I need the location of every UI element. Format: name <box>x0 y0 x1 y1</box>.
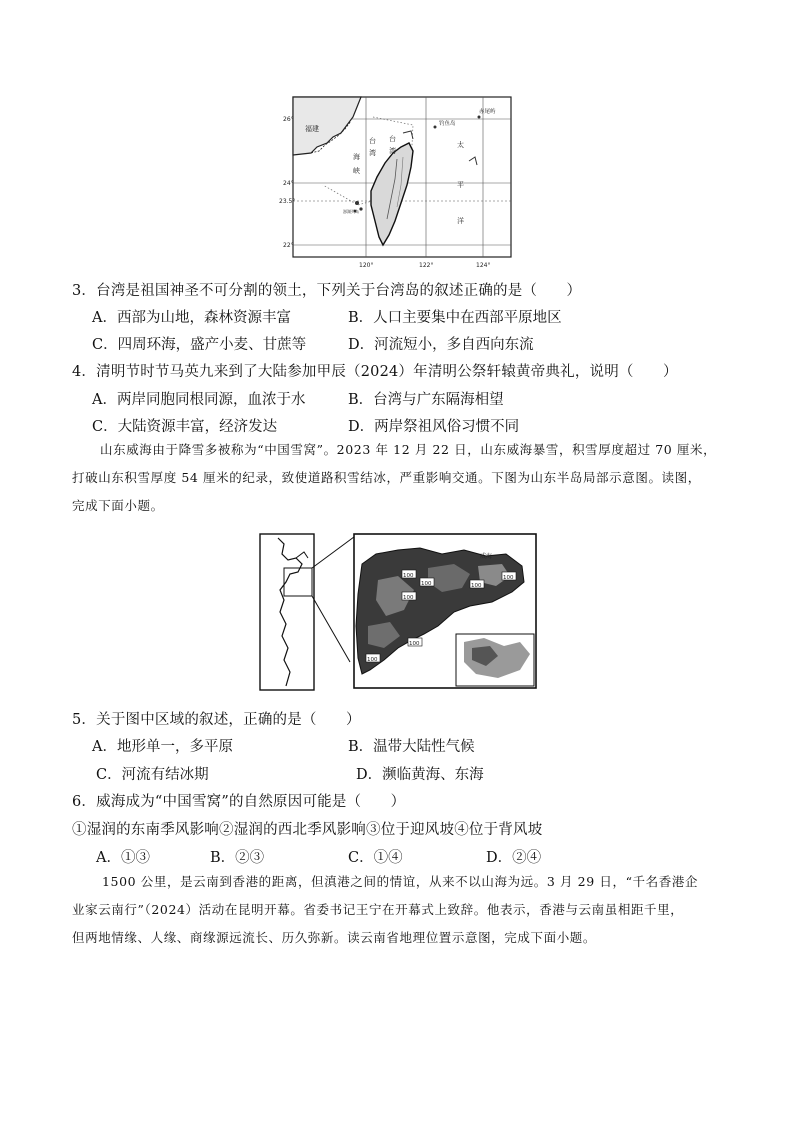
q6-option-d: D．②④ <box>486 850 542 866</box>
place-label: 福建 <box>305 125 319 133</box>
q6-stem: 6．威海成为“中国雪窝”的自然原因可能是（ ） <box>72 794 406 810</box>
passage-line: 山东威海由于降雪多被称为“中国雪窝”。2023 年 12 月 22 日，山东威海暴雪，积雪厚度超过 70 厘米， <box>100 442 717 457</box>
q6-option-a: A．①③ <box>96 850 150 866</box>
passage-line: 但两地情缘、人缘、商缘源远流长、历久弥新。读云南省地理位置示意图，完成下面小题。 <box>72 930 597 945</box>
shandong-map <box>258 530 540 694</box>
q5-option-b: B．温带大陆性气候 <box>348 739 475 755</box>
q3-option-c: C．四周环海，盛产小麦、甘蔗等 <box>92 337 307 353</box>
lat-label: 23.5° <box>279 198 296 205</box>
place-label: 海 <box>353 153 360 161</box>
map-label: 100 <box>471 583 482 589</box>
lat-label: 22° <box>283 242 294 249</box>
map-label: 100 <box>403 595 414 601</box>
q3-stem: 3．台湾是祖国神圣不可分割的领土，下列关于台湾岛的叙述正确的是（ ） <box>72 283 582 299</box>
q4-option-c: C．大陆资源丰富，经济发达 <box>92 419 278 435</box>
place-label: 澎湖列岛 <box>343 209 359 214</box>
q5-stem: 5．关于图中区域的叙述，正确的是（ ） <box>72 712 361 728</box>
q6-option-b: B．②③ <box>210 850 265 866</box>
lat-label: 24° <box>283 180 294 187</box>
q6-factors: ①湿润的东南季风影响②湿润的西北季风影响③位于迎风坡④位于背风坡 <box>72 822 543 838</box>
place-label: 湾 <box>389 147 396 155</box>
passage-yunnan <box>72 868 732 952</box>
map-label: 100 <box>367 657 378 663</box>
taiwan-map <box>279 95 515 270</box>
place-label: 湾 <box>369 149 376 157</box>
passage-line: 1500 公里，是云南到香港的距离，但滇港之间的情谊，从来不以山海为远。3 月 29 日，“千名香港企 <box>102 874 699 889</box>
map-label: 100 <box>409 641 420 647</box>
place-label: 台 <box>389 135 396 143</box>
q5-option-d: D．濒临黄海、东海 <box>356 767 484 783</box>
q5-option-a: A．地形单一，多平原 <box>92 739 233 755</box>
q6-option-c: C．①④ <box>348 850 403 866</box>
lat-label: 26° <box>283 116 294 123</box>
q4-option-b: B．台湾与广东隔海相望 <box>348 392 504 408</box>
lon-label: 122° <box>419 262 434 269</box>
passage-line: 打破山东积雪厚度 54 厘米的纪录，致使道路积雪结冰，严重影响交通。下图为山东半岛局部示意图。读图， <box>72 470 701 485</box>
place-label: 平 <box>457 181 464 189</box>
place-label: 太 <box>457 141 464 149</box>
q3-option-b: B．人口主要集中在西部平原地区 <box>348 310 562 326</box>
place-label: 峡 <box>353 167 360 175</box>
map-label: 100 <box>403 573 414 579</box>
q4-option-a: A．两岸同胞同根同源，血浓于水 <box>92 392 306 408</box>
map-label: 100 <box>503 575 514 581</box>
q3-option-d: D．河流短小，多自西向东流 <box>348 337 534 353</box>
map-label: 100 <box>421 581 432 587</box>
place-label: 赤尾屿 <box>479 109 496 115</box>
lon-label: 124° <box>476 262 491 269</box>
q5-option-c: C．河流有结冰期 <box>96 767 209 783</box>
passage-line: 业家云南行”（2024）活动在昆明开幕。省委书记王宁在开幕式上致辞。他表示，香港与云南虽相距千里， <box>72 902 684 917</box>
q4-stem: 4．清明节时节马英九来到了大陆参加甲辰（2024）年清明公祭轩辕黄帝典礼，说明（ ） <box>72 364 678 380</box>
place-label: 台 <box>369 137 376 145</box>
q4-option-d: D．两岸祭祖风俗习惯不同 <box>348 419 520 435</box>
place-label: 洋 <box>457 217 464 225</box>
map-label: 威海 <box>480 553 493 560</box>
passage-shandong <box>72 436 732 520</box>
passage-line: 完成下面小题。 <box>72 498 164 513</box>
q3-option-a: A．西部为山地，森林资源丰富 <box>92 310 291 326</box>
place-label: 钓鱼岛 <box>439 121 456 127</box>
lon-label: 120° <box>359 262 374 269</box>
